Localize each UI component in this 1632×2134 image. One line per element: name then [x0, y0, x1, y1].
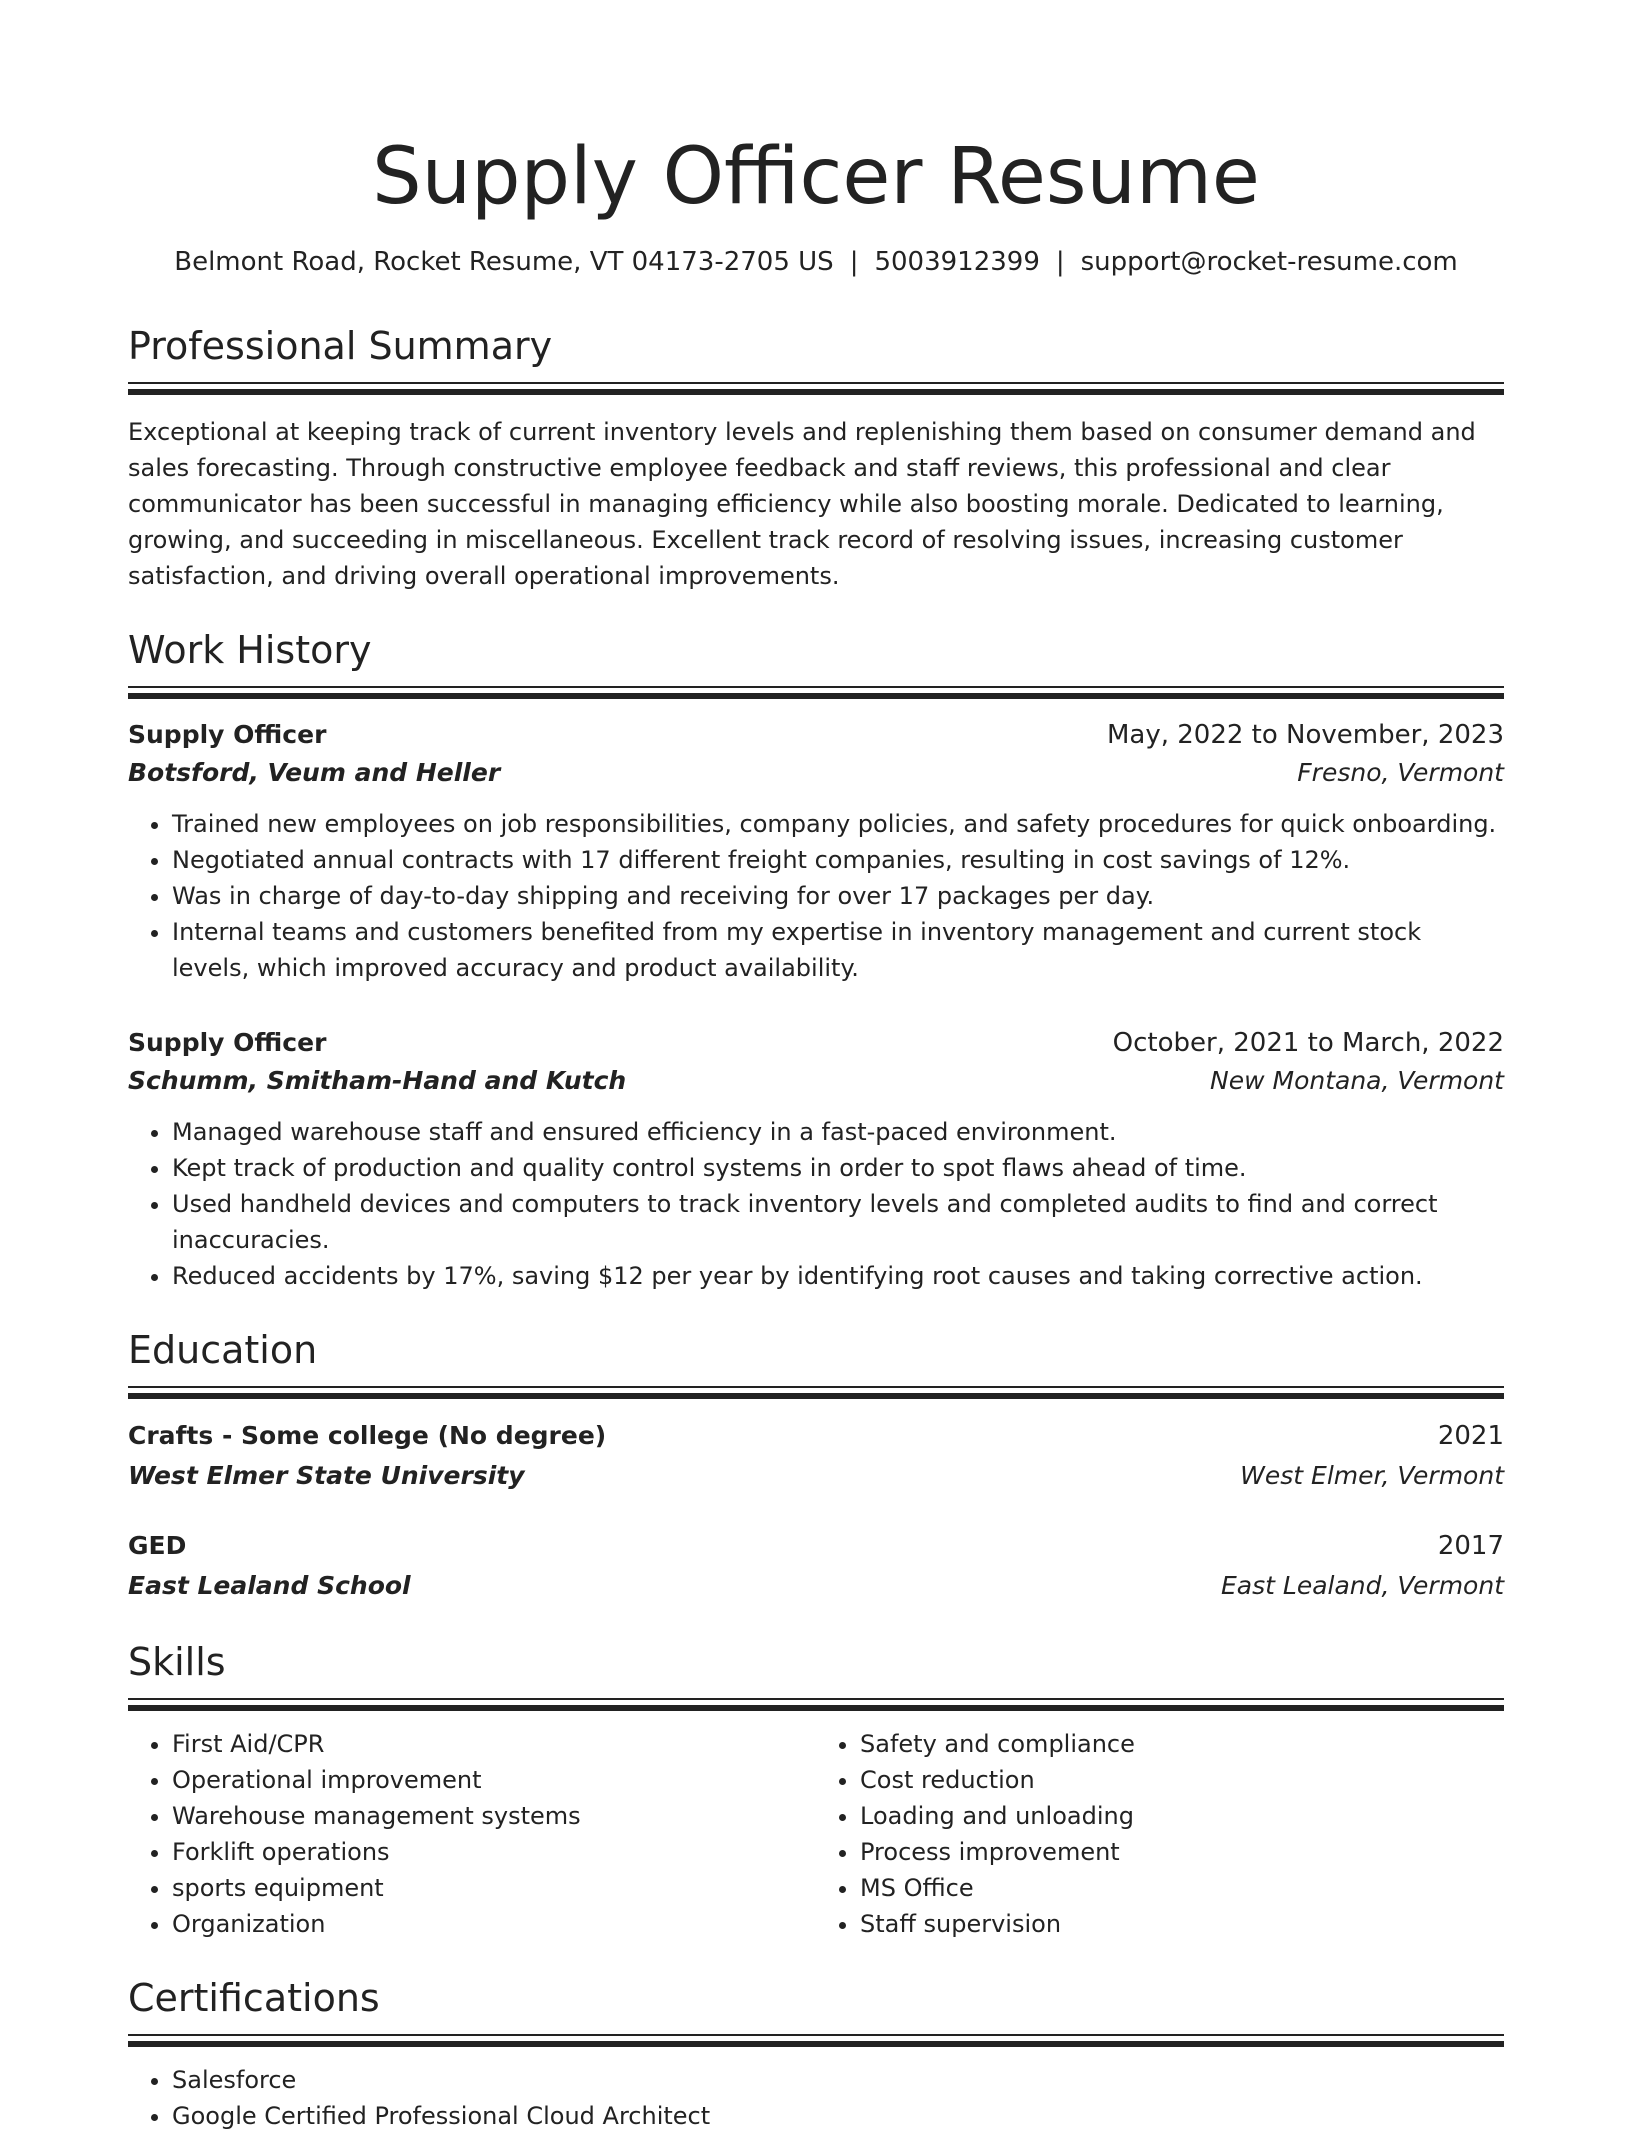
list-item: • Was in charge of day-to-day shipping and receiving for over 17 packages per day.: [172, 878, 1504, 914]
list-item: • Kept track of production and quality control systems in order to spot flaws ahead of time.: [172, 1150, 1504, 1186]
job-header: [128, 1024, 1504, 1100]
skill-item: • Safety and compliance: [860, 1726, 1504, 1762]
education-year: 2017: [1437, 1531, 1504, 1561]
skills-section: [128, 1638, 1504, 1942]
skills-column-left: [128, 1726, 816, 1942]
section-heading-skills: Skills: [128, 1640, 226, 1684]
certification-item: • Salesforce: [172, 2062, 1504, 2098]
skill-item: • sports equipment: [172, 1870, 816, 1906]
job-header: [128, 716, 1504, 792]
job-location: Fresno, Vermont: [1297, 758, 1504, 787]
skill-item: • MS Office: [860, 1870, 1504, 1906]
section-heading-education: Education: [128, 1328, 318, 1372]
skill-item: • Operational improvement: [172, 1762, 816, 1798]
job-bullets: [128, 1114, 1504, 1294]
section-heading-summary: Professional Summary: [128, 324, 553, 368]
section-divider: [128, 686, 1504, 700]
skill-item: • Loading and unloading: [860, 1798, 1504, 1834]
job-dates: October, 2021 to March, 2022: [1112, 1028, 1504, 1058]
job-role: Supply Officer: [128, 1028, 327, 1057]
contact-address: Belmont Road, Rocket Resume, VT 04173-2705 US: [174, 247, 834, 277]
job-bullets: [128, 806, 1504, 986]
skill-item: • Process improvement: [860, 1834, 1504, 1870]
section-divider: [128, 1386, 1504, 1400]
job-role: Supply Officer: [128, 720, 327, 749]
skill-item: • Forklift operations: [172, 1834, 816, 1870]
skill-item: • First Aid/CPR: [172, 1726, 816, 1762]
section-heading-certifications: Certifications: [128, 1976, 380, 2020]
page-title: Supply Officer Resume: [372, 132, 1260, 222]
education-location: West Elmer, Vermont: [1240, 1461, 1504, 1490]
job-company: Botsford, Veum and Heller: [128, 758, 501, 787]
section-divider: [128, 382, 1504, 396]
contact-line: [128, 242, 1504, 282]
skill-item: • Organization: [172, 1906, 816, 1942]
list-item: • Internal teams and customers benefited from my expertise in inventory management and current stock levels, which improved accuracy and product availability.: [172, 914, 1504, 986]
education-location: East Lealand, Vermont: [1221, 1571, 1504, 1600]
skills-grid: [128, 1726, 1504, 1942]
section-divider: [128, 1698, 1504, 1712]
list-item: • Used handheld devices and computers to track inventory levels and completed audits to find and correct inaccuracies.: [172, 1186, 1504, 1258]
education-degree: GED: [128, 1531, 187, 1560]
education-entry: [128, 1526, 1504, 1606]
education-year: 2021: [1437, 1421, 1504, 1451]
certification-item: • Google Certified Professional Cloud Architect: [172, 2098, 1504, 2134]
education-section: [128, 1326, 1504, 1606]
education-school: West Elmer State University: [128, 1461, 525, 1490]
summary-text: Exceptional at keeping track of current inventory levels and replenishing them based on consumer demand and sales forecasting. Through constructive employee feedback and staff reviews, this professional and clear communicator has been successful in managing efficiency while also boosting morale. Dedicated to learning, growing, and succeeding in miscellaneous. Excellent track record of resolving issues, increasing customer satisfaction, and driving overall operational improvements.: [128, 418, 1476, 590]
job-location: New Montana, Vermont: [1210, 1066, 1504, 1095]
work-history-section: [128, 626, 1504, 1294]
job-dates: May, 2022 to November, 2023: [1106, 720, 1504, 750]
skill-item: • Warehouse management systems: [172, 1798, 816, 1834]
job-entry: [128, 716, 1504, 986]
job-company: Schumm, Smitham-Hand and Kutch: [128, 1066, 627, 1095]
list-item: • Reduced accidents by 17%, saving $12 per year by identifying root causes and taking corrective action.: [172, 1258, 1504, 1294]
section-divider: [128, 2034, 1504, 2048]
certifications-list: [128, 2062, 1504, 2134]
summary-section: [128, 322, 1504, 594]
list-item: • Negotiated annual contracts with 17 different freight companies, resulting in cost savings of 12%.: [172, 842, 1504, 878]
contact-phone: 5003912399: [874, 247, 1040, 277]
skills-column-right: [816, 1726, 1504, 1942]
skill-item: • Cost reduction: [860, 1762, 1504, 1798]
education-school: East Lealand School: [128, 1571, 411, 1600]
job-entry: [128, 1024, 1504, 1294]
contact-email: support@rocket-resume.com: [1080, 247, 1458, 277]
certifications-section: [128, 1974, 1504, 2134]
contact-separator: |: [849, 247, 859, 277]
list-item: • Managed warehouse staff and ensured efficiency in a fast-paced environment.: [172, 1114, 1504, 1150]
education-degree: Crafts - Some college (No degree): [128, 1421, 607, 1450]
list-item: • Trained new employees on job responsibilities, company policies, and safety procedures for quick onboarding.: [172, 806, 1504, 842]
skill-item: • Staff supervision: [860, 1906, 1504, 1942]
education-entry: [128, 1416, 1504, 1496]
section-heading-work-history: Work History: [128, 628, 372, 672]
contact-separator: |: [1055, 247, 1065, 277]
